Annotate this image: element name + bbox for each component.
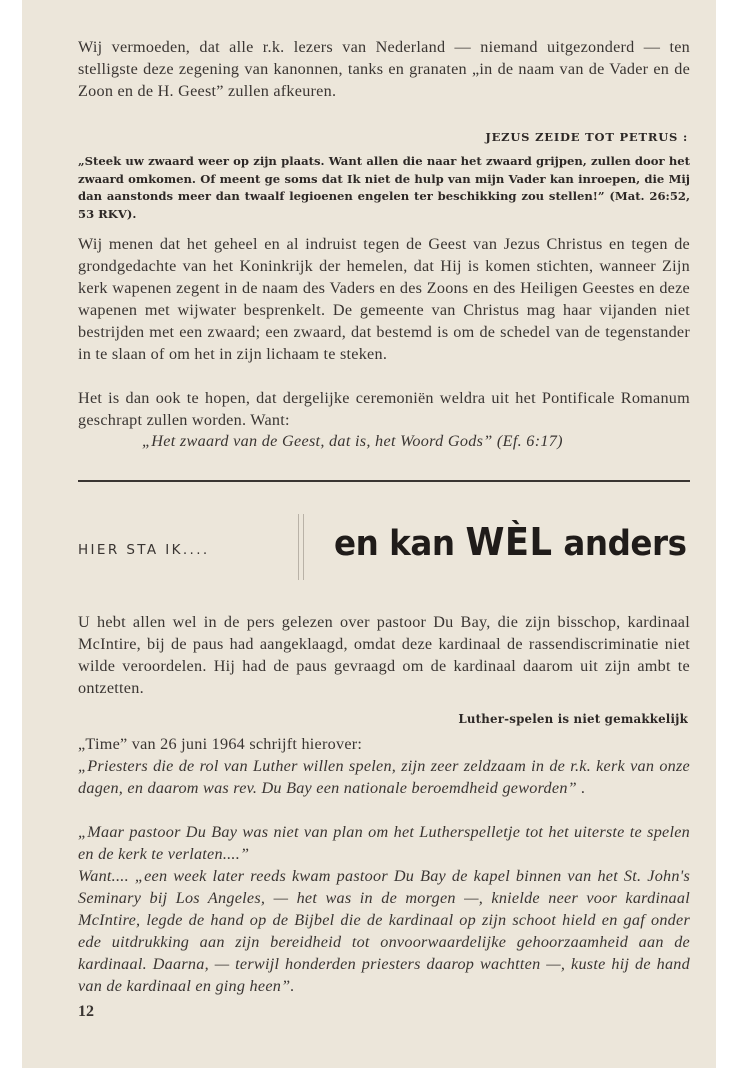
article-subheading: Luther-spelen is niet gemakkelijk bbox=[458, 712, 688, 726]
quote-3-lead: Want.... bbox=[78, 867, 129, 885]
quote-1: „Priesters die de rol van Luther willen spelen, zijn zeer zeldzaam in de r.k. kerk van onze dagen, en daarom was rev. Du Bay een nationale beroemdheid geworden” . bbox=[78, 757, 690, 797]
banner-divider-2 bbox=[303, 514, 304, 580]
section-heading: JEZUS ZEIDE TOT PETRUS : bbox=[485, 130, 688, 144]
intro-paragraph: Wij vermoeden, dat alle r.k. lezers van Nederland — niemand uitgezonderd — ten stelligste deze zegening van kanonnen, tanks en granaten „in de naam van de Vader en de Zoon en de H. Geest” zullen afkeuren. bbox=[78, 38, 690, 100]
quote-3-text: „een week later reeds kwam pastoor Du Bay de kapel binnen van het St. John's Seminary bij Los Angeles, — het was in de morgen —, knielde neer voor kardinaal McIntire, legde de hand op de Bijbel die de kardinaal op zijn schoot hield en gaf onder ede uitdrukking aan zijn bereidheid tot onvoorwaardelijke gehoorzaamheid aan de kardinaal. Daarna, — terwijl honderden priesters daarop wachtten —, kuste hij de hand van de kardinaal en ging heen”. bbox=[78, 867, 690, 995]
banner-title-post: anders bbox=[563, 524, 687, 564]
banner-divider bbox=[298, 514, 299, 580]
time-line: „Time” van 26 juni 1964 schrijft hierover: bbox=[78, 735, 363, 753]
bible-quote: „Steek uw zwaard weer op zijn plaats. Want allen die naar het zwaard grijpen, zullen door het zwaard omkomen. Of meent ge soms dat Ik niet de hulp van mijn Vader kan inroepen, die Mij dan aanstonds meer dan twaalf legioenen engelen ter beschikking zou stellen!” (Mat. 26:52, 53 RKV). bbox=[78, 154, 690, 221]
banner-title-pre: en kan bbox=[334, 524, 455, 564]
banner-left: HIER STA IK.... bbox=[78, 542, 210, 558]
closing-quote: „Het zwaard van de Geest, dat is, het Woord Gods” (Ef. 6:17) bbox=[142, 432, 563, 450]
page-number: 12 bbox=[78, 1003, 94, 1020]
section-divider bbox=[78, 480, 690, 482]
quote-2: „Maar pastoor Du Bay was niet van plan om het Lutherspelletje tot het uiterste te spelen en de kerk te verlaten....” bbox=[78, 823, 690, 863]
body-paragraph: Wij menen dat het geheel en al indruist tegen de Geest van Jezus Christus en tegen de grondgedachte van het Koninkrijk der hemelen, dat Hij is komen stichten, wanneer Zijn kerk wapenen zegent in de naam des Vaders en des Zoons en des Heiligen Geestes en deze wapenen met wijwater besprenkelt. De gemeente van Christus mag haar vijanden niet bestrijden met een zwaard; een zwaard, dat bestemd is om de schedel van de tegenstander in te slaan of om het in zijn lichaam te steken. bbox=[78, 235, 690, 363]
banner-title-wel: WÈL bbox=[465, 520, 553, 564]
body-paragraph-conclusion: Het is dan ook te hopen, dat dergelijke ceremoniën weldra uit het Pontificale Romanum geschrapt zullen worden. Want: bbox=[78, 389, 690, 429]
article-intro: U hebt allen wel in de pers gelezen over pastoor Du Bay, die zijn bisschop, kardinaal McIntire, bij de paus had aangeklaagd, omdat deze kardinaal de rassendiscriminatie niet wilde veroordelen. Hij had de paus gevraagd om de kardinaal daarom uit zijn ambt te ontzetten. bbox=[78, 613, 690, 697]
banner-title bbox=[334, 520, 687, 564]
quote-3 bbox=[78, 865, 690, 997]
document-page bbox=[22, 0, 716, 1068]
